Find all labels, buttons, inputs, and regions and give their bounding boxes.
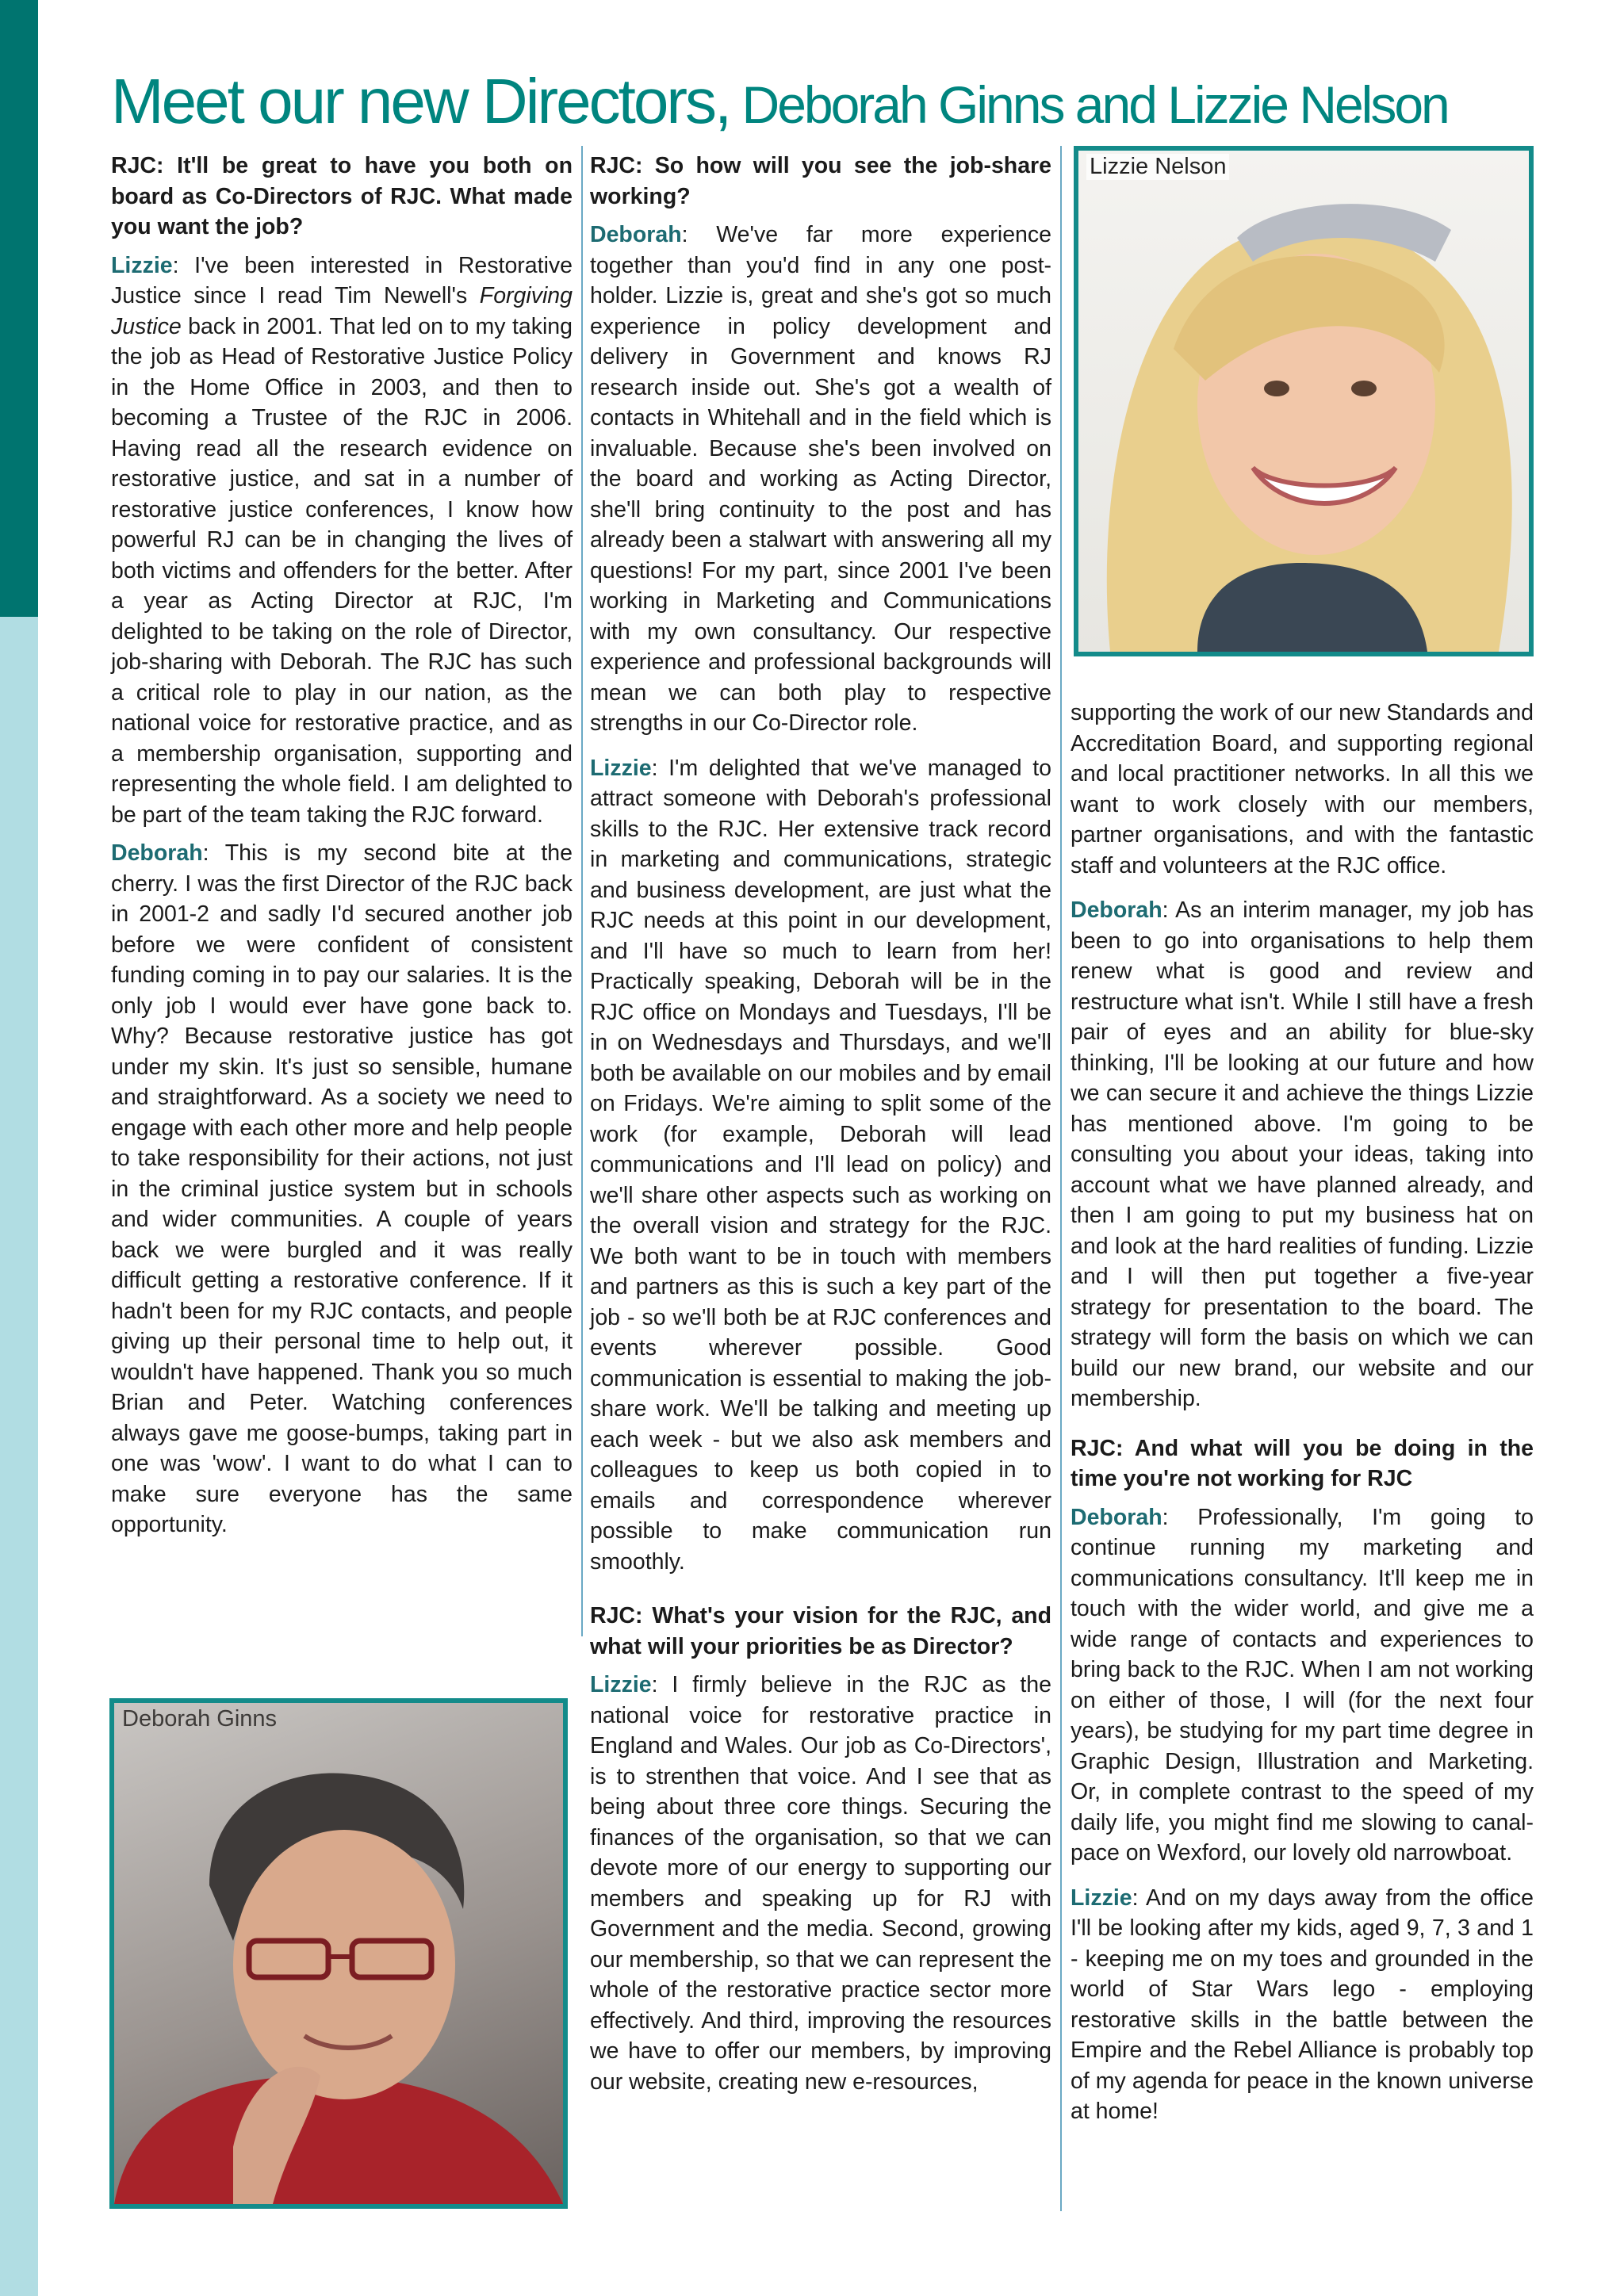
answer-paragraph	[590, 1670, 1051, 2097]
speaker-name: Deborah	[590, 222, 682, 247]
answer-paragraph	[1071, 1502, 1534, 1869]
answer-paragraph	[1071, 1883, 1534, 2127]
speaker-name: Deborah	[1071, 897, 1162, 923]
interview-question: RJC: It'll be great to have you both on board as Co-Directors of RJC. What made you want the job?	[111, 153, 573, 239]
title-names: Deborah Ginns and Lizzie Nelson	[730, 75, 1448, 134]
speaker-name: Lizzie	[1071, 1885, 1132, 1911]
page-title	[111, 65, 1602, 138]
portrait-illustration	[114, 1703, 563, 2204]
answer-text: back in 2001. That led on to my taking the job as Head of Restorative Justice Policy in the Home Office in 2003, and then to becoming a Trustee of the RJC in 2006. Having read all the research evidence on restorative justice, and sat in a number of restorative justice conferences, I know how powerful RJ can be in changing the lives of both victims and offenders for the better. After a year as Acting Director at RJC, I'm delighted to be taking on the role of Director, job-sharing with Deborah. The RJC has such a critical role to play in our nation, as the national voice for restorative practice, and as a membership organisation, supporting and representing the whole field. I am delighted to be part of the team taking the RJC forward.	[111, 313, 573, 828]
answer-paragraph	[111, 838, 573, 1540]
photo-deborah-ginns	[109, 1698, 568, 2209]
answer-paragraph: supporting the work of our new Standards and Accreditation Board, and supporting regional and local practitioner networks. In all this we want to work closely with our members, partner organisations, and with the fantastic staff and volunteers at the RJC office.	[1071, 700, 1534, 878]
article-column-2	[590, 151, 1051, 2105]
speaker-name: Deborah	[1071, 1504, 1162, 1530]
article-column-3	[1071, 698, 1534, 2135]
portrait-illustration	[1078, 151, 1529, 652]
answer-paragraph	[590, 753, 1051, 1578]
photo-caption: Deborah Ginns	[122, 1706, 278, 1732]
answer-text: : As an interim manager, my job has been to go into organisations to help them renew what is good and review and restructure what isn't. While I still have a fresh pair of eyes and an ability for blue-sky thinking, I'll be looking at our future and how we can secure it and achieve the things Lizzie has mentioned above. I'm going to be consulting you about your ideas, taking into account what we have planned already, and then I am going to put my business hat on and look at the hard realities of funding. Lizzie and I will then put together a five-year strategy for presentation to the board. The strategy will form the basis on which we can build our new brand, our website and our membership.	[1071, 897, 1534, 1411]
column-divider	[1060, 146, 1062, 2211]
speaker-name: Deborah	[111, 840, 203, 866]
answer-text: : I'm delighted that we've managed to attract someone with Deborah's professional skills to the RJC. Her extensive track record in marketing and communications, strategic and business development, are just what the RJC needs at this point in our development, and I'll have so much to learn from her! Practically speaking, Deborah will be in the RJC office on Mondays and Tuesdays, I'll be in on Wednesdays and Thursdays, and we'll both be available on our mobiles and by email on Fridays. We're aiming to split some of the work (for example, Deborah will lead communications and I'll lead on policy) and we'll share other aspects such as working on the overall vision and strategy for the RJC. We both want to be in touch with members and partners as this is such a key part of the job - so we'll both be at RJC conferences and events wherever possible. Good communication is essential to making the job-share work. We'll be talking and meeting up each week - but we also ask members and colleagues to keep us both copied in to emails and correspondence wherever possible to make communication run smoothly.	[590, 755, 1051, 1575]
article-column-1	[111, 151, 573, 1548]
answer-paragraph	[590, 220, 1051, 739]
column-divider	[581, 146, 583, 1636]
answer-text: : This is my second bite at the cherry. I was the first Director of the RJC back in 2001-2 and sadly I'd secured another job before we were confident of consistent funding coming in to pay our salaries. It is the only job I would ever have gone back to. Why? Because restorative justice has got under my skin. It's just so sensible, humane and straightforward. As a society we need to engage with each other more and help people to take responsibility for their actions, not just in the criminal justice system but in schools and wider communities. A couple of years back we were burgled and it was really difficult getting a restorative conference. If it hadn't been for my RJC contacts, and people giving up their personal time to help out, it wouldn't have happened. Thank you so much Brian and Peter. Watching conferences always gave me goose-bumps, taking part in one was 'wow'. I want to do what I can to make sure everyone has the same opportunity.	[111, 840, 573, 1537]
speaker-name: Lizzie	[590, 1672, 652, 1697]
answer-text: : And on my days away from the office I'll be looking after my kids, aged 9, 7, 3 and 1 - keeping me on my toes and grounded in the world of Star Wars lego - employing restorative skills in the battle between the Empire and the Rebel Alliance is probably top of my agenda for peace in the known universe at home!	[1071, 1885, 1534, 2124]
photo-lizzie-nelson	[1074, 146, 1534, 656]
speaker-name: Lizzie	[111, 252, 173, 278]
accent-strip-light	[0, 617, 38, 2296]
interview-question: RJC: And what will you be doing in the time you're not working for RJC	[1071, 1435, 1534, 1491]
book-title: Forgiving Justice	[111, 283, 573, 339]
interview-question: RJC: So how will you see the job-share working?	[590, 153, 1051, 209]
accent-strip-dark	[0, 0, 38, 617]
title-lead: Meet our new Directors,	[111, 66, 730, 136]
speaker-name: Lizzie	[590, 755, 652, 781]
answer-text: : I firmly believe in the RJC as the national voice for restorative practice in England and Wales. Our job as Co-Directors', is to strenthen that voice. And I see that as being about three core things. Securing the finances of the organisation, so that we can devote more of our energy to supporting our members and speaking up for RJ with Government and the media. Second, growing our membership, so that we can represent the whole of the restorative practice sector more effectively. And third, improving the resources we have to offer our members, by improving our website, creating new e-resources,	[590, 1672, 1051, 2095]
answer-text: : We've far more experience together than you'd find in any one post-holder. Lizzie is, great and she's got so much experience in policy development and delivery in Government and knows RJ research inside out. She's got a wealth of contacts in Whitehall and in the field which is invaluable. Because she's been involved on the board and working as Acting Director, she'll bring continuity to the post and has already been a stalwart with answering all my questions! For my part, since 2001 I've been working in Marketing and Communications with my own consultancy. Our respective experience and professional backgrounds will mean we can both play to respective strengths in our Co-Director role.	[590, 222, 1051, 736]
answer-text: : Professionally, I'm going to continue running my marketing and communications consultancy. It'll keep me in touch with the wider world, and give me a wide range of contacts and experiences to bring back to the RJC. When I am not working on either of those, I will (for the next four years), be studying for my part time degree in Graphic Design, Illustration and Marketing. Or, in complete contrast to the speed of my daily life, you might find me slowing to canal-pace on Wexford, our lovely old narrowboat.	[1071, 1504, 1534, 1866]
photo-caption: Lizzie Nelson	[1086, 154, 1229, 180]
answer-text: : I've been interested in Restorative Justice since I read Tim Newell's	[111, 252, 573, 308]
interview-question: RJC: What's your vision for the RJC, and what will your priorities be as Director?	[590, 1603, 1051, 1659]
answer-paragraph	[1071, 895, 1534, 1414]
answer-paragraph	[111, 251, 573, 831]
